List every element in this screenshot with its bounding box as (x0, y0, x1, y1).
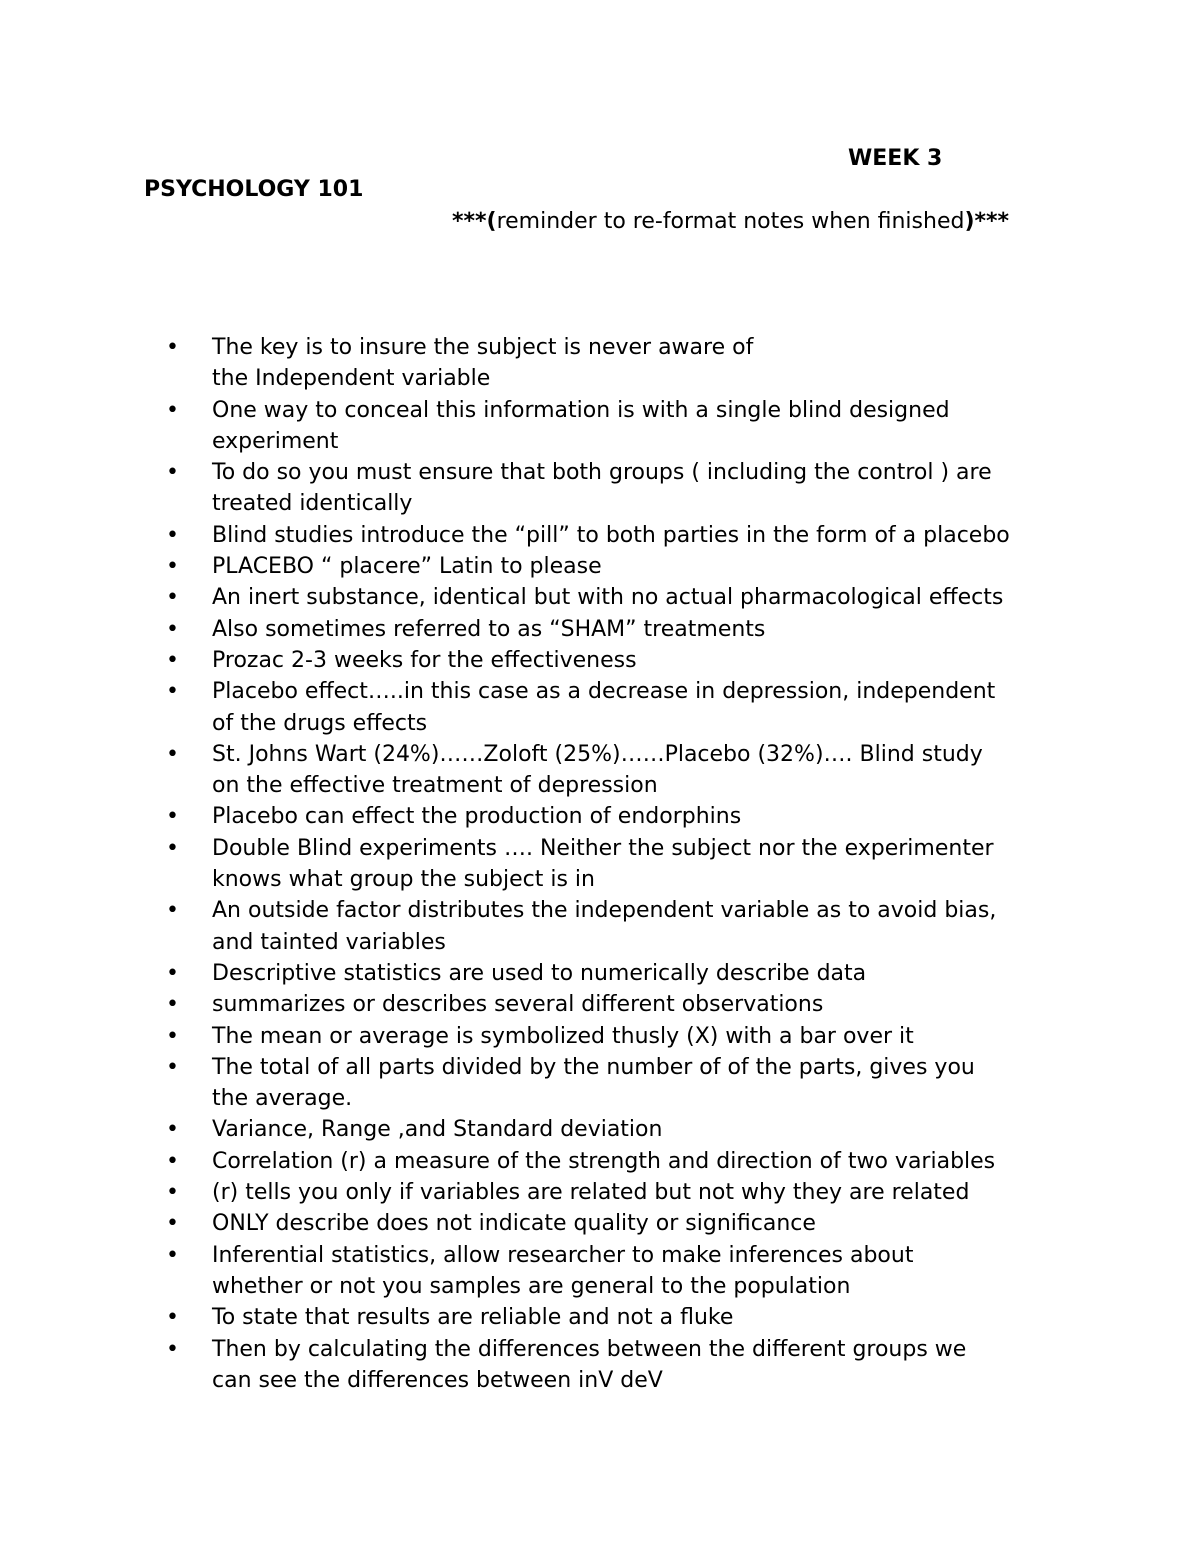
note-item (160, 1302, 1080, 1333)
bullet-icon: • (166, 1023, 179, 1049)
note-line: treated identically (212, 491, 413, 517)
bullet-icon: • (166, 1336, 179, 1362)
note-item (160, 1114, 1080, 1145)
bullet-icon: • (166, 898, 179, 924)
bullet-icon: • (166, 679, 179, 705)
note-line: Inferential statistics, allow researcher to make inferences about (212, 1242, 914, 1268)
note-line: The key is to insure the subject is never aware of (212, 335, 754, 360)
note-item (160, 1240, 1080, 1303)
note-item (160, 457, 1080, 520)
note-item (160, 1177, 1080, 1208)
note-line: and tainted variables (212, 929, 446, 955)
bullet-icon: • (166, 554, 179, 580)
note-item (160, 1021, 1080, 1052)
note-item (160, 551, 1080, 582)
note-line: Double Blind experiments …. Neither the subject nor the experimenter (212, 835, 994, 861)
bullet-icon: • (166, 1180, 179, 1206)
note-item (160, 833, 1080, 896)
bullet-icon: • (166, 1117, 179, 1143)
note-line: The total of all parts divided by the number of of the parts, gives you (212, 1054, 975, 1080)
week-label: WEEK 3 (848, 146, 943, 171)
note-line: An inert substance, identical but with no actual pharmacological effects (212, 585, 1004, 611)
note-line: One way to conceal this information is with a single blind designed (212, 397, 950, 423)
note-line: Correlation (r) a measure of the strength and direction of two variables (212, 1148, 996, 1174)
bullet-icon: • (166, 1305, 179, 1331)
note-line: St. Johns Wart (24%)……Zoloft (25%)……Placebo (32%)…. Blind study (212, 741, 983, 767)
note-line: the Independent variable (212, 366, 491, 392)
note-line: knows what group the subject is in (212, 867, 595, 893)
note-item (160, 1208, 1080, 1239)
bullet-icon: • (166, 960, 179, 986)
note-item (160, 989, 1080, 1020)
bullet-icon: • (166, 647, 179, 673)
note-item (160, 582, 1080, 613)
note-line: the average. (212, 1086, 353, 1112)
note-line: (r) tells you only if variables are related but not why they are related (212, 1180, 970, 1206)
note-line: can see the differences between inV deV (212, 1367, 663, 1393)
note-line: PLACEBO “ placere” Latin to please (212, 554, 602, 580)
reminder-text: reminder to re-format notes when finished (496, 209, 965, 234)
note-line: on the effective treatment of depression (212, 773, 658, 799)
note-item (160, 332, 1080, 395)
note-line: The mean or average is symbolized thusly (X) with a bar over it (212, 1023, 914, 1049)
note-line: experiment (212, 428, 339, 454)
notes-list (160, 332, 1080, 1396)
bullet-icon: • (166, 992, 179, 1018)
bullet-icon: • (166, 1242, 179, 1268)
note-item (160, 645, 1080, 676)
bullet-icon: • (166, 804, 179, 830)
bullet-icon: • (166, 616, 179, 642)
bullet-icon: • (166, 835, 179, 861)
note-line: Then by calculating the differences between the different groups we (212, 1336, 967, 1362)
bullet-icon: • (166, 741, 179, 767)
note-item (160, 1334, 1080, 1397)
note-line: Descriptive statistics are used to numerically describe data (212, 960, 867, 986)
course-title: PSYCHOLOGY 101 (144, 177, 364, 202)
note-item (160, 395, 1080, 458)
note-line: Placebo can effect the production of endorphins (212, 804, 742, 830)
note-line: To do so you must ensure that both groups ( including the control ) are (212, 460, 992, 486)
bullet-icon: • (166, 522, 179, 548)
note-line: Prozac 2-3 weeks for the effectiveness (212, 647, 637, 673)
bullet-icon: • (166, 1211, 179, 1237)
note-item (160, 801, 1080, 832)
note-line: whether or not you samples are general to the population (212, 1273, 851, 1299)
reminder-prefix: ***( (452, 209, 497, 234)
note-item (160, 1052, 1080, 1115)
note-line: Also sometimes referred to as “SHAM” treatments (212, 616, 766, 642)
bullet-icon: • (166, 1054, 179, 1080)
note-item (160, 614, 1080, 645)
note-item (160, 676, 1080, 739)
bullet-icon: • (166, 397, 179, 423)
bullet-icon: • (166, 1148, 179, 1174)
note-line: An outside factor distributes the independent variable as to avoid bias, (212, 898, 997, 924)
bullet-icon: • (166, 585, 179, 611)
note-line: Variance, Range ,and Standard deviation (212, 1117, 663, 1143)
note-line: Blind studies introduce the “pill” to both parties in the form of a placebo (212, 522, 1010, 548)
note-line: summarizes or describes several different observations (212, 992, 824, 1018)
reminder-note (452, 208, 1009, 236)
note-line: ONLY describe does not indicate quality or significance (212, 1211, 816, 1237)
note-item (160, 895, 1080, 958)
reminder-suffix: )*** (964, 209, 1010, 234)
note-line: To state that results are reliable and not a fluke (212, 1305, 734, 1331)
note-item (160, 739, 1080, 802)
note-item (160, 958, 1080, 989)
bullet-icon: • (166, 335, 179, 360)
note-line: Placebo effect…..in this case as a decrease in depression, independent (212, 679, 996, 705)
bullet-icon: • (166, 460, 179, 486)
note-item (160, 1146, 1080, 1177)
note-line: of the drugs effects (212, 710, 428, 736)
note-item (160, 520, 1080, 551)
